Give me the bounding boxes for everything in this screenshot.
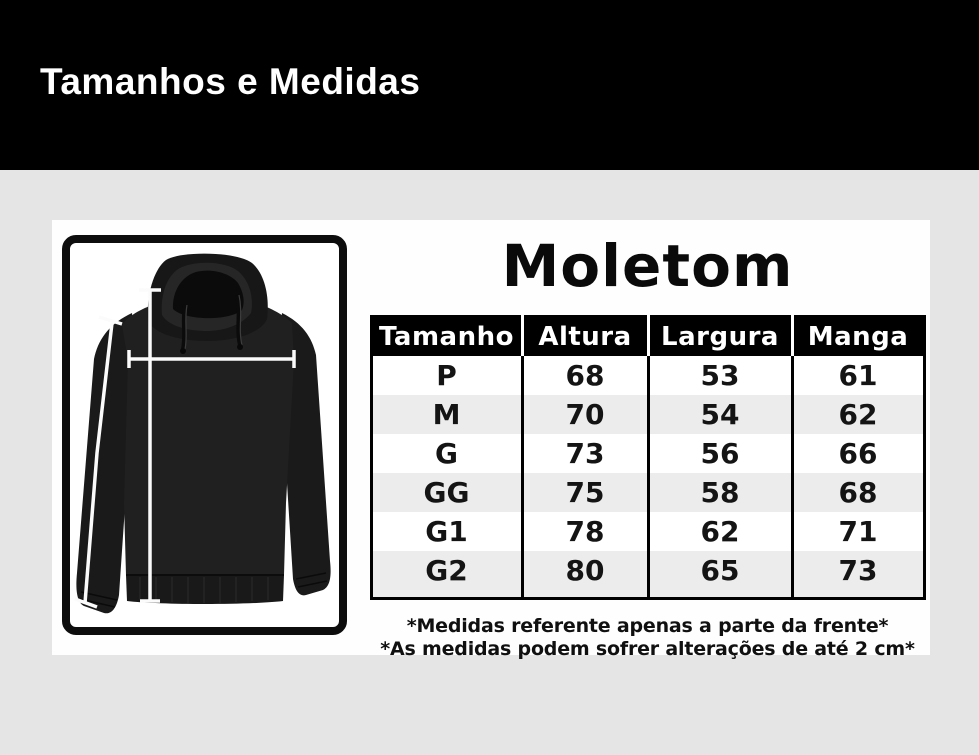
hoodie-photo-frame — [62, 235, 347, 635]
largura-cell: 58 — [648, 473, 792, 512]
manga-cell: 71 — [792, 512, 924, 551]
altura-cell: 70 — [522, 395, 648, 434]
table-row-g — [371, 434, 924, 473]
table-bottom-spacer — [371, 590, 924, 599]
manga-cell: 61 — [792, 356, 924, 395]
altura-cell: 75 — [522, 473, 648, 512]
manga-cell: 73 — [792, 551, 924, 590]
size-cell: G2 — [425, 554, 468, 587]
column-header-altura: Altura — [522, 317, 648, 357]
page-title: Tamanhos e Medidas — [40, 61, 421, 102]
page-header — [0, 0, 979, 170]
manga-cell: 68 — [792, 473, 924, 512]
table-row-gg — [371, 473, 924, 512]
largura-cell: 56 — [648, 434, 792, 473]
largura-cell: 53 — [648, 356, 792, 395]
altura-cell: 80 — [522, 551, 648, 590]
size-info-column — [365, 220, 930, 660]
product-title: Moletom — [501, 232, 794, 300]
largura-cell: 54 — [648, 395, 792, 434]
size-cell: P — [436, 359, 457, 392]
altura-cell: 73 — [522, 434, 648, 473]
manga-cell: 62 — [792, 395, 924, 434]
table-row-p — [371, 356, 924, 395]
column-header-tamanho: Tamanho — [371, 317, 522, 357]
size-cell: M — [432, 398, 461, 431]
table-row-g2 — [371, 551, 924, 590]
column-header-largura: Largura — [648, 317, 792, 357]
table-row-m — [371, 395, 924, 434]
size-cell: G — [435, 437, 458, 470]
manga-cell: 66 — [792, 434, 924, 473]
largura-cell: 65 — [648, 551, 792, 590]
size-chart-card — [52, 220, 930, 660]
hoodie-measurement-illustration — [70, 243, 339, 627]
measurement-note-tolerance: *As medidas podem sofrer alterações de até 2 cm* — [380, 638, 915, 660]
measurement-note-front: *Medidas referente apenas a parte da frente* — [406, 615, 889, 637]
hoodie-left-sleeve — [76, 313, 133, 613]
hoodie-torso — [122, 301, 294, 575]
table-row-g1 — [371, 512, 924, 551]
size-table-header-row — [371, 317, 924, 357]
size-table — [370, 315, 926, 600]
largura-cell: 62 — [648, 512, 792, 551]
column-header-manga: Manga — [792, 317, 924, 357]
size-cell: GG — [423, 476, 470, 509]
altura-cell: 68 — [522, 356, 648, 395]
measurement-notes — [365, 615, 930, 661]
size-cell: G1 — [425, 515, 468, 548]
altura-cell: 78 — [522, 512, 648, 551]
